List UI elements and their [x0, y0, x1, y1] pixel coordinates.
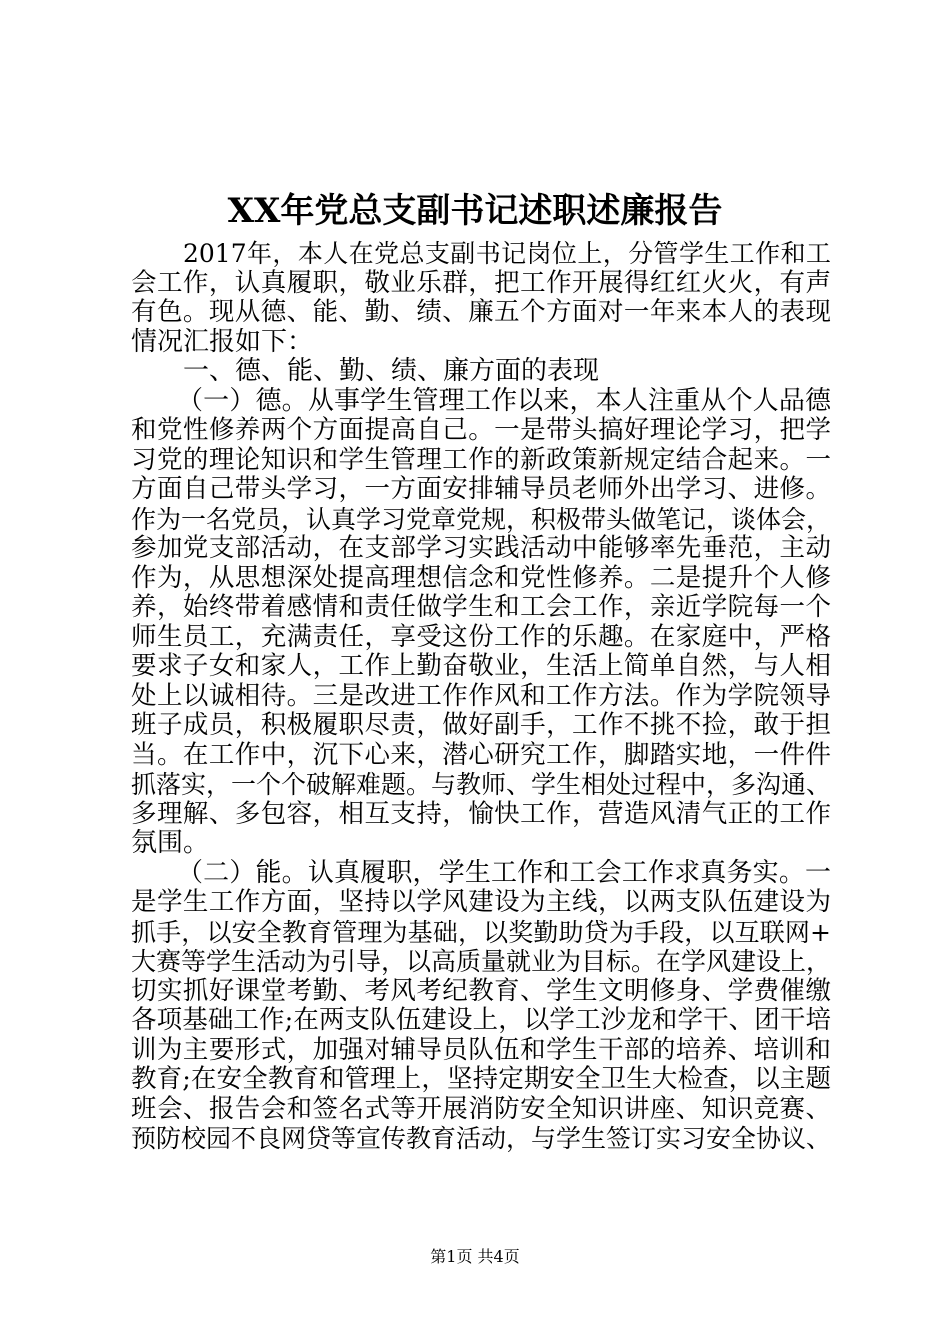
- text-line: 情况汇报如下：: [131, 326, 314, 357]
- section-heading: 一、德、能、勤、绩、廉方面的表现: [183, 356, 600, 386]
- text-line: 抓落实，一个个破解难题。与教师、学生相处过程中，多沟通、: [131, 770, 832, 799]
- text-line: 要求子女和家人，工作上勤奋敬业，生活上简单自然，与人相: [131, 651, 831, 681]
- text-line: 作为，从思想深处提高理想信念和党性修养。二是提升个人修: [131, 562, 831, 593]
- text-line: （二）能。认真履职，学生工作和工会工作求真务实。一: [177, 857, 831, 888]
- text-line: 养，始终带着感情和责任做学生和工会工作，亲近学院每一个: [131, 592, 831, 622]
- text-line: 预防校园不良网贷等宣传教育活动，与学生签订实习安全协议、: [131, 1124, 832, 1153]
- text-line: 习党的理论知识和学生管理工作的新政策新规定结合起来。一: [131, 444, 831, 475]
- text-line: 是学生工作方面，坚持以学风建设为主线，以两支队伍建设为: [131, 887, 831, 917]
- document-body: [131, 239, 831, 1154]
- text-line: （一）德。从事学生管理工作以来，本人注重从个人品德: [177, 385, 831, 416]
- text-line: 师生员工，充满责任，享受这份工作的乐趣。在家庭中，严格: [131, 621, 831, 652]
- text-line: 和党性修养两个方面提高自己。一是带头搞好理论学习，把学: [131, 415, 831, 445]
- text-line: 方面自己带头学习，一方面安排辅导员老师外出学习、进修。: [131, 474, 831, 504]
- text-line: 作为一名党员，认真学习党章党规，积极带头做笔记，谈体会，: [131, 504, 832, 534]
- text-line: 会工作，认真履职，敬业乐群，把工作开展得红红火火，有声: [131, 267, 831, 298]
- text-line: 班子成员，积极履职尽责，做好副手，工作不挑不捡，敢于担: [131, 710, 831, 740]
- text-line: 大赛等学生活动为引导，以高质量就业为目标。在学风建设上，: [131, 947, 832, 976]
- text-line: 各项基础工作;在两支队伍建设上，以学工沙龙和学干、团干培: [131, 1005, 831, 1035]
- text-line: 抓手，以安全教育管理为基础，以奖勤助贷为手段，以互联网+: [131, 917, 831, 947]
- text-line: 当。在工作中，沉下心来，潜心研究工作，脚踏实地，一件件: [131, 739, 831, 770]
- text-line: 参加党支部活动，在支部学习实践活动中能够率先垂范，主动: [131, 533, 831, 563]
- text-line: 切实抓好课堂考勤、考风考纪教育、学生文明修身、学费催缴: [131, 975, 831, 1006]
- page-number-footer: 第1页 共4页: [430, 1247, 520, 1266]
- text-line: 班会、报告会和签名式等开展消防安全知识讲座、知识竞赛、: [131, 1093, 831, 1124]
- text-line: 处上以诚相待。三是改进工作作风和工作方法。作为学院领导: [131, 680, 831, 711]
- text-line: 有色。现从德、能、勤、绩、廉五个方面对一年来本人的表现: [131, 297, 831, 327]
- text-line: 2017年，本人在党总支副书记岗位上，分管学生工作和工: [183, 239, 831, 268]
- text-line: 教育;在安全教育和管理上，坚持定期安全卫生大检查，以主题: [131, 1064, 831, 1094]
- text-line: 多理解、多包容，相互支持，愉快工作，营造风清气正的工作: [131, 798, 831, 829]
- text-line: 氛围。: [131, 828, 210, 858]
- document-title: XX年党总支副书记述职述廉报告: [227, 191, 723, 231]
- text-line: 训为主要形式，加强对辅导员队伍和学生干部的培养、培训和: [131, 1034, 831, 1065]
